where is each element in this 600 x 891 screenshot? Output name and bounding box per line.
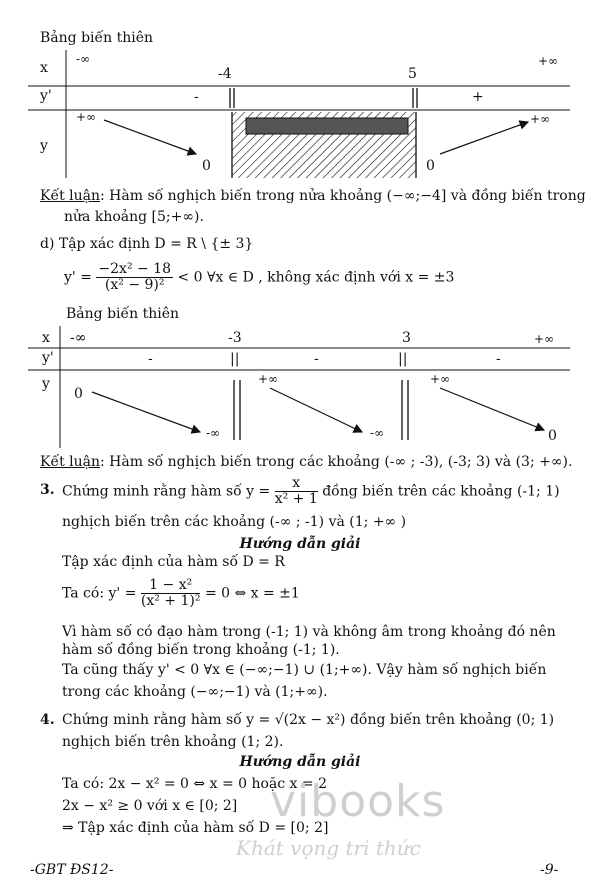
table1-y-left-bottom: 0 [202,158,211,174]
table2-title: Bảng biến thiên [66,306,180,322]
problem4-l1: Ta có: 2x − x² = 0 ⇔ x = 0 hoặc x = 2 [62,776,327,792]
table2-y-v5: +∞ [430,372,451,386]
problem3-p3: Ta cũng thấy y' < 0 ∀x ∈ (−∞;−1) ∪ (1;+∞). Vậy hàm số nghịch biến [62,662,547,678]
part-d-deriv-fraction [96,262,173,293]
problem3-func-num: x [275,476,318,492]
table1-x-a: -4 [218,66,232,82]
table2-row-x: x [42,330,50,346]
table1-x-b: 5 [408,66,417,82]
problem3-func-fraction [275,476,318,507]
part-d-deriv-den: (x² − 9)² [104,277,165,293]
problem3-line1-pre: Chứng minh rằng hàm số [62,483,242,500]
problem3-line1-post: đồng biến trên các khoảng (-1; 1) [322,483,560,500]
problem4-line1: Chứng minh rằng hàm số y = √(2x − x²) đồng biến trên khoảng (0; 1) [62,712,555,728]
conclusion1-line2: nửa khoảng [5;+∞). [64,209,204,225]
problem3-deriv-prefix: Ta có: y' = [62,585,137,602]
table1-sign-left: - [194,89,199,105]
problem3-func-den: x² + 1 [274,491,318,507]
table1-y-right-bottom: 0 [426,158,435,174]
footer-left: -GBT ĐS12- [30,862,114,878]
table1-row-y: y [40,138,48,154]
problem3-p2: hàm số đồng biến trong khoảng (-1; 1). [62,642,340,658]
problem3-p1: Vì hàm số có đạo hàm trong (-1; 1) và không âm trong khoảng đó nên [62,624,556,640]
problem4-guide: Hướng dẫn giải [239,754,361,770]
table2-row-y: y [42,376,50,392]
table2-x-a: -3 [228,330,242,346]
table2-double-bar-1: || [230,351,240,367]
conclusion2-text: : Hàm số nghịch biến trong các khoảng (-∞ ; -3), (-3; 3) và (3; +∞). [100,454,573,470]
table2-y-v4: -∞ [370,426,385,440]
table2-sign-3: - [496,351,501,367]
table1-row-yp: y' [40,88,52,104]
table2-x-pos-inf: +∞ [534,332,555,346]
problem4-l3: ⇒ Tập xác định của hàm số D = [0; 2] [62,820,329,836]
problem3-line2: nghịch biến trên các khoảng (-∞ ; -1) và (1; +∞ ) [62,514,407,530]
table2-y-v2: -∞ [206,426,221,440]
table2-row-yp: y' [42,350,54,366]
table2-double-bar-2: || [398,351,408,367]
table2-y-v3: +∞ [258,372,279,386]
footer-page-number: -9- [540,862,559,878]
table1-title: Bảng biến thiên [40,30,154,46]
watermark-brand: vibooks [270,776,446,827]
conclusion1-text: : Hàm số nghịch biến trong nửa khoảng (−∞;−4] và đồng biến trong [100,188,586,204]
problem3-deriv-num: 1 − x² [141,578,201,594]
problem3-deriv-den: (x² + 1)² [140,593,201,609]
problem3-domain: Tập xác định của hàm số D = R [62,554,285,570]
problem3-deriv-fraction [141,578,201,609]
table2-y-v6: 0 [548,428,557,444]
table1-gray-bar [246,118,408,134]
problem3-deriv-suffix: = 0 ⇔ x = ±1 [204,585,300,602]
conclusion1-label: Kết luận [40,188,101,204]
table2-sign-2: - [314,351,319,367]
table1-x-pos-inf: +∞ [538,54,559,68]
problem3-func-lhs: y = [246,483,271,500]
conclusion2 [40,454,572,470]
part-d-deriv-num: −2x² − 18 [98,261,171,277]
table1-y-left-top: +∞ [76,110,97,124]
problem4-line2: nghịch biến trên khoảng (1; 2). [62,734,284,750]
table2-x-b: 3 [402,330,411,346]
watermark-slogan: Khát vọng tri thức [236,836,421,860]
table2-y-v1: 0 [74,386,83,402]
part-d-deriv-prefix: y' = [64,269,92,286]
table1-row-x: x [40,60,48,76]
problem3-number: 3. [40,482,55,498]
problem4-l2: 2x − x² ≥ 0 với x ∈ [0; 2] [62,798,238,814]
table2-x-neg-inf: -∞ [70,330,87,346]
part-d-domain: d) Tập xác định D = R \ {± 3} [40,236,254,252]
conclusion2-label: Kết luận [40,454,101,470]
problem3-p4: trong các khoảng (−∞;−1) và (1;+∞). [62,684,328,700]
conclusion1-line1 [40,188,586,204]
part-d-deriv-suffix: < 0 ∀x ∈ D , không xác định với x = ±3 [177,269,455,286]
problem3-guide: Hướng dẫn giải [239,536,361,552]
table1-sign-right: + [472,89,484,105]
problem4-number: 4. [40,712,55,728]
table1-y-right-top: +∞ [530,112,551,126]
table1-x-neg-inf: -∞ [76,52,91,66]
part-d-derivative [64,262,454,293]
problem3-line1 [62,476,560,507]
table2-sign-1: - [148,351,153,367]
problem3-derivative [62,578,300,609]
